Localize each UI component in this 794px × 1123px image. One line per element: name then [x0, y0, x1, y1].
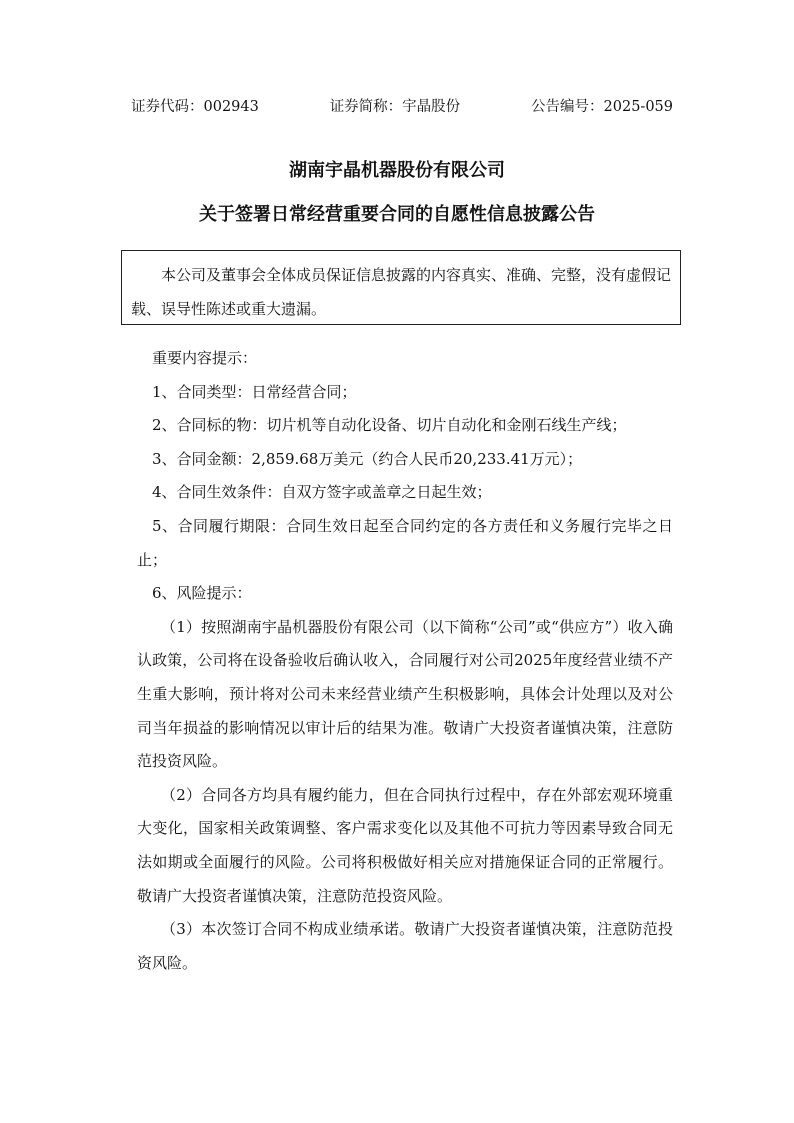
- highlight-item: 1、合同类型：日常经营合同；: [152, 382, 357, 401]
- risk-paragraph: （3）本次签订合同不构成业绩承诺。敬请广大投资者谨慎决策，注意防范投资风险。: [137, 920, 673, 972]
- document-header: [131, 95, 673, 116]
- company-title: 湖南宇晶机器股份有限公司: [289, 160, 505, 181]
- notice-number: 公告编号：2025-059: [531, 99, 673, 115]
- stock-name: 证券简称：宇晶股份: [329, 99, 461, 115]
- statement-box: [121, 250, 681, 325]
- risk-paragraph: （2）合同各方均具有履约能力，但在合同执行过程中，存在外部宏观环境重大变化，国家相关政策调整、客户需求变化以及其他不可抗力等因素导致合同无法如期或全面履行的风险。公司将积极做好相关应对措施保证合同的正常履行。敬请广大投资者谨慎决策，注意防范投资风险。: [137, 785, 673, 905]
- risk-paragraph: （1）按照湖南宇晶机器股份有限公司（以下简称“公司”或“供应方”）收入确认政策，公司将在设备验收后确认收入，合同履行对公司2025年度经营业绩不产生重大影响，预计将对公司未来经营业绩产生积极影响，具体会计处理以及对公司当年损益的影响情况以审计后的结果为准。敬请广大投资者谨慎决策，注意防范投资风险。: [137, 617, 673, 771]
- highlight-item: 2、合同标的物：切片机等自动化设备、切片自动化和金刚石线生产线；: [152, 416, 627, 435]
- highlight-item: 6、风险提示：: [152, 584, 252, 603]
- notice-title: 关于签署日常经营重要合同的自愿性信息披露公告: [199, 204, 595, 225]
- highlight-item: 5、合同履行期限：合同生效日起至合同约定的各方责任和义务履行完毕之日止；: [137, 516, 673, 569]
- statement-text: 本公司及董事会全体成员保证信息披露的内容真实、准确、完整，没有虚假记载、误导性陈述或重大遗漏。: [131, 266, 672, 318]
- highlight-item: 4、合同生效条件：自双方签字或盖章之日起生效；: [152, 483, 492, 502]
- highlights-heading: 重要内容提示：: [152, 349, 258, 367]
- document-body: [137, 342, 673, 980]
- highlight-item: 3、合同金额：2,859.68万美元（约合人民币20,233.41万元）；: [152, 449, 583, 468]
- stock-code: 证券代码：002943: [131, 99, 259, 115]
